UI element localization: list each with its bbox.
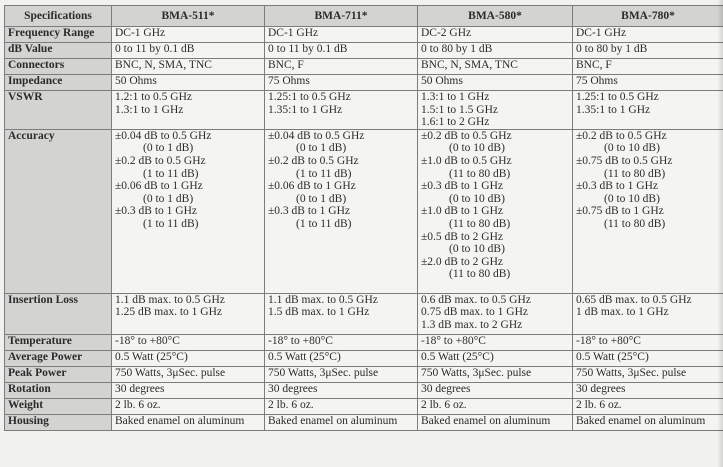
spec-value-cell xyxy=(265,382,418,398)
spec-value-cell xyxy=(573,334,723,350)
spec-row xyxy=(5,91,723,130)
spec-value-line: ±0.3 dB to 1 GHz xyxy=(115,205,198,218)
spec-label: Rotation xyxy=(5,382,112,398)
spec-value-cell xyxy=(112,366,265,382)
spec-value-cell xyxy=(265,293,418,334)
spec-value-line: ±0.3 dB to 1 GHz xyxy=(421,180,504,193)
spec-value-line: 30 degrees xyxy=(576,382,626,395)
spec-value-line: DC-1 GHz xyxy=(115,27,166,39)
spec-value-line: 2 lb. 6 oz. xyxy=(115,398,161,411)
spec-value-line: 0 to 11 by 0.1 dB xyxy=(268,43,348,55)
spec-value-line: ±0.04 dB to 0.5 GHz xyxy=(268,129,365,142)
spec-value-cell xyxy=(418,27,573,43)
spec-value-line: 1.6:1 to 2 GHz xyxy=(421,116,490,129)
spec-value-line: -18° to +80°C xyxy=(115,334,180,347)
header-model-2: BMA-711* xyxy=(265,6,418,27)
spec-value-line: (0 to 1 dB) xyxy=(296,192,347,205)
header-model-3: BMA-580* xyxy=(418,6,573,27)
spec-label: Impedance xyxy=(5,75,112,91)
spec-value-line: 0.5 Watt (25°C) xyxy=(421,350,494,363)
spec-value-cell xyxy=(573,293,723,334)
spec-value-line: ±0.2 dB to 0.5 GHz xyxy=(576,129,667,142)
spec-value-line: 30 degrees xyxy=(421,382,471,395)
spec-value-line: 1.25:1 to 0.5 GHz xyxy=(268,91,351,103)
spec-value-line: ±0.75 dB to 1 GHz xyxy=(576,205,664,218)
spec-value-line: ±0.06 dB to 1 GHz xyxy=(115,180,203,193)
spec-value-line: (11 to 80 dB) xyxy=(449,167,511,180)
spec-value-line: 30 degrees xyxy=(115,382,165,395)
spec-value-line: -18° to +80°C xyxy=(576,334,641,347)
spec-value-cell xyxy=(112,350,265,366)
header-specifications: Specifications xyxy=(5,6,112,27)
page-edge-shadow xyxy=(717,0,723,467)
spec-value-cell xyxy=(573,27,723,43)
spec-value-line: 750 Watts, 3μSec. pulse xyxy=(576,366,687,379)
spec-value-line: DC-1 GHz xyxy=(576,27,627,39)
spec-value-line: Baked enamel on aluminum xyxy=(576,414,706,427)
spec-value-cell xyxy=(265,59,418,75)
spec-value-cell xyxy=(112,382,265,398)
spec-row xyxy=(5,414,723,430)
spec-value-line: 50 Ohms xyxy=(115,75,157,87)
spec-value-line: 2 lb. 6 oz. xyxy=(576,398,622,411)
spec-label: Housing xyxy=(5,414,112,430)
spec-value-line: Baked enamel on aluminum xyxy=(268,414,398,427)
spec-value-line: 50 Ohms xyxy=(421,75,463,87)
spec-value-line: 0 to 11 by 0.1 dB xyxy=(115,43,195,55)
spec-value-line: (0 to 10 dB) xyxy=(449,192,505,205)
spec-value-line: ±0.06 dB to 1 GHz xyxy=(268,180,356,193)
spec-value-cell xyxy=(418,334,573,350)
spec-value-line: DC-1 GHz xyxy=(268,27,319,39)
spec-value-line: 1.5 dB max. to 1 GHz xyxy=(268,306,370,319)
spec-value-cell xyxy=(418,129,573,293)
spec-value-line: 1.25 dB max. to 1 GHz xyxy=(115,306,223,319)
spec-value-line: ±0.04 dB to 0.5 GHz xyxy=(115,129,212,142)
spec-value-cell xyxy=(265,75,418,91)
spec-value-line: 0.65 dB max. to 0.5 GHz xyxy=(576,293,692,306)
spec-value-line: (11 to 80 dB) xyxy=(449,217,511,230)
spec-value-line: BNC, N, SMA, TNC xyxy=(115,59,212,71)
spec-value-line: 750 Watts, 3μSec. pulse xyxy=(115,366,226,379)
spec-value-line: DC-2 GHz xyxy=(421,27,472,39)
spec-row xyxy=(5,398,723,414)
spec-label: Average Power xyxy=(5,350,112,366)
spec-value-cell xyxy=(265,129,418,293)
spec-value-line: 750 Watts, 3μSec. pulse xyxy=(421,366,532,379)
spec-value-line: (0 to 1 dB) xyxy=(296,142,347,155)
spec-value-cell xyxy=(112,91,265,130)
spec-label: VSWR xyxy=(5,91,112,130)
spec-label: Weight xyxy=(5,398,112,414)
spec-value-cell xyxy=(112,43,265,59)
spec-value-cell xyxy=(265,414,418,430)
spec-label: dB Value xyxy=(5,43,112,59)
spec-value-cell xyxy=(418,59,573,75)
spec-rows xyxy=(5,27,723,431)
spec-row xyxy=(5,366,723,382)
spec-value-line: (0 to 10 dB) xyxy=(449,142,505,155)
spec-value-line: 1.35:1 to 1 GHz xyxy=(268,103,343,116)
header-model-4: BMA-780* xyxy=(573,6,723,27)
spec-value-cell xyxy=(265,334,418,350)
spec-value-line: 0.5 Watt (25°C) xyxy=(115,350,188,363)
spec-value-cell xyxy=(418,398,573,414)
spec-label: Connectors xyxy=(5,59,112,75)
spec-value-line: 0 to 80 by 1 dB xyxy=(421,43,493,55)
spec-value-line: Baked enamel on aluminum xyxy=(115,414,245,427)
spec-value-cell xyxy=(418,43,573,59)
spec-value-line: BNC, F xyxy=(268,59,304,71)
spec-value-line: ±0.2 dB to 0.5 GHz xyxy=(115,154,206,167)
spec-value-line: -18° to +80°C xyxy=(421,334,486,347)
spec-value-cell xyxy=(265,398,418,414)
spec-value-line: 1 dB max. to 1 GHz xyxy=(576,306,669,319)
spec-value-cell xyxy=(112,59,265,75)
spec-value-cell xyxy=(265,27,418,43)
spec-value-cell xyxy=(573,75,723,91)
spec-value-line: 1.35:1 to 1 GHz xyxy=(576,103,651,116)
spec-value-cell xyxy=(112,398,265,414)
spec-value-line: -18° to +80°C xyxy=(268,334,333,347)
spec-value-line: 2 lb. 6 oz. xyxy=(421,398,467,411)
spec-value-cell xyxy=(573,414,723,430)
spec-row xyxy=(5,293,723,334)
spec-value-line: ±2.0 dB to 2 GHz xyxy=(421,255,504,268)
spec-label: Insertion Loss xyxy=(5,293,112,334)
spec-value-cell xyxy=(112,334,265,350)
spec-value-line: 0.6 dB max. to 0.5 GHz xyxy=(421,293,531,306)
spec-value-cell xyxy=(112,75,265,91)
spec-value-cell xyxy=(418,366,573,382)
spec-value-line: 1.3:1 to 1 GHz xyxy=(115,103,184,116)
spec-label: Accuracy xyxy=(5,129,112,293)
spec-label: Frequency Range xyxy=(5,27,112,43)
spec-value-line: ±0.3 dB to 1 GHz xyxy=(268,205,351,218)
spec-value-cell xyxy=(418,293,573,334)
spec-value-line: BNC, F xyxy=(576,59,612,71)
spec-value-line: BNC, N, SMA, TNC xyxy=(421,59,518,71)
spec-value-line: ±0.3 dB to 1 GHz xyxy=(576,180,659,193)
spec-value-cell xyxy=(418,414,573,430)
spec-value-line: ±0.5 dB to 2 GHz xyxy=(421,230,504,243)
spec-value-cell xyxy=(573,59,723,75)
spec-row xyxy=(5,59,723,75)
spec-value-line: 1.5:1 to 1.5 GHz xyxy=(421,103,498,116)
spec-value-line: (0 to 10 dB) xyxy=(604,142,660,155)
spec-value-cell xyxy=(265,350,418,366)
spec-value-line: 0.5 Watt (25°C) xyxy=(576,350,649,363)
spec-value-cell xyxy=(265,91,418,130)
header-row xyxy=(5,6,723,27)
specifications-table xyxy=(4,5,723,431)
spec-value-line: ±0.2 dB to 0.5 GHz xyxy=(421,129,512,142)
spec-value-line: Baked enamel on aluminum xyxy=(421,414,551,427)
spec-value-line: 750 Watts, 3μSec. pulse xyxy=(268,366,379,379)
spec-value-line: 75 Ohms xyxy=(576,75,618,87)
spec-value-cell xyxy=(418,350,573,366)
spec-value-cell xyxy=(573,366,723,382)
spec-value-cell xyxy=(112,293,265,334)
header-model-1: BMA-511* xyxy=(112,6,265,27)
spec-value-cell xyxy=(573,398,723,414)
spec-value-cell xyxy=(112,129,265,293)
spec-value-cell xyxy=(418,382,573,398)
spec-row xyxy=(5,350,723,366)
spec-value-line: 30 degrees xyxy=(268,382,318,395)
spec-value-cell xyxy=(573,91,723,130)
spec-value-line: (1 to 11 dB) xyxy=(143,217,199,230)
spec-label: Peak Power xyxy=(5,366,112,382)
spec-value-line: 1.25:1 to 0.5 GHz xyxy=(576,91,659,103)
spec-value-cell xyxy=(265,366,418,382)
spec-value-line: ±0.75 dB to 0.5 GHz xyxy=(576,154,673,167)
spec-value-line: 0 to 80 by 1 dB xyxy=(576,43,648,55)
spec-value-line: (11 to 80 dB) xyxy=(449,268,511,281)
spec-value-cell xyxy=(573,350,723,366)
spec-value-line: (0 to 10 dB) xyxy=(449,243,505,256)
spec-value-line: (1 to 11 dB) xyxy=(296,167,352,180)
spec-value-line: ±0.2 dB to 0.5 GHz xyxy=(268,154,359,167)
spec-value-cell xyxy=(265,43,418,59)
spec-value-line: (1 to 11 dB) xyxy=(143,167,199,180)
spec-value-line: 1.3 dB max. to 2 GHz xyxy=(421,318,523,331)
spec-value-line: ±1.0 dB to 0.5 GHz xyxy=(421,154,512,167)
spec-value-cell xyxy=(573,43,723,59)
spec-row xyxy=(5,334,723,350)
spec-value-line: (0 to 10 dB) xyxy=(604,192,660,205)
spec-value-line: (11 to 80 dB) xyxy=(604,167,666,180)
spec-value-cell xyxy=(112,27,265,43)
spec-value-line: (0 to 1 dB) xyxy=(143,192,194,205)
spec-value-line: (0 to 1 dB) xyxy=(143,142,194,155)
spec-row xyxy=(5,43,723,59)
spec-value-line: 1.3:1 to 1 GHz xyxy=(421,91,490,103)
spec-row xyxy=(5,382,723,398)
spec-row xyxy=(5,75,723,91)
spec-value-line: 1.1 dB max. to 0.5 GHz xyxy=(268,293,378,306)
spec-value-line: (1 to 11 dB) xyxy=(296,217,352,230)
spec-row xyxy=(5,129,723,293)
spec-value-line: 0.75 dB max. to 1 GHz xyxy=(421,306,529,319)
spec-value-line: 2 lb. 6 oz. xyxy=(268,398,314,411)
spec-value-cell xyxy=(573,129,723,293)
spec-value-cell xyxy=(418,75,573,91)
spec-value-line: 75 Ohms xyxy=(268,75,310,87)
spec-value-line: ±1.0 dB to 1 GHz xyxy=(421,205,504,218)
spec-value-line: 1.2:1 to 0.5 GHz xyxy=(115,91,192,103)
spec-value-line: 1.1 dB max. to 0.5 GHz xyxy=(115,293,225,306)
spec-value-cell xyxy=(112,414,265,430)
spec-label: Temperature xyxy=(5,334,112,350)
spec-value-cell xyxy=(418,91,573,130)
spec-value-cell xyxy=(573,382,723,398)
spec-value-line: (11 to 80 dB) xyxy=(604,217,666,230)
spec-value-line: 0.5 Watt (25°C) xyxy=(268,350,341,363)
spec-row xyxy=(5,27,723,43)
